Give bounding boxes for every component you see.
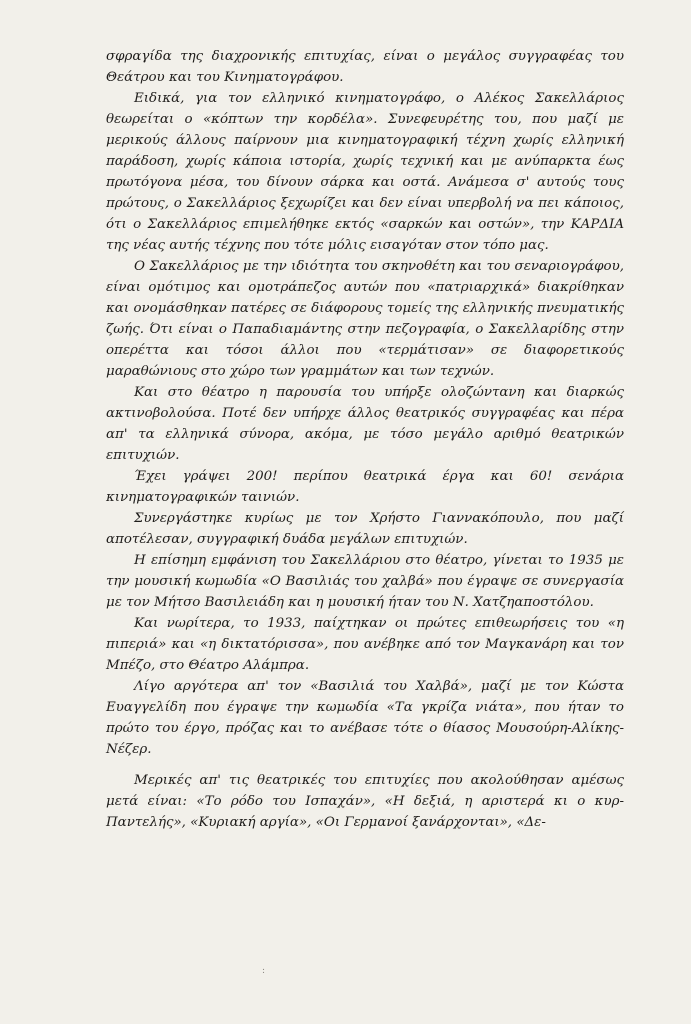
paragraph-revues: Και νωρίτερα, το 1933, παίχτηκαν οι πρώτες επιθεωρήσεις του «η πιπεριά» και «η δικτατόρισσα», που ανέβηκε από τον Μαγκανάρη και τον Μπέζο, στο Θέατρο Αλάμπρα.: [106, 616, 624, 673]
paragraph-successes: Μερικές απ' τις θεατρικές του επιτυχίες που ακολούθησαν αμέσως μετά είναι: «Το ρόδο του Ισπαχάν», «Η δεξιά, η αριστερά κι ο κυρ-Παντελής», «Κυριακή αργία», «Οι Γερμανοί ξανάρχονται», «Δε-: [106, 773, 624, 830]
body-text: [106, 46, 624, 833]
paragraph-director: Ο Σακελλάριος με την ιδιότητα του σκηνοθέτη και του σεναριογράφου, είναι ομότιμος και ομοτράπεζος αυτών που «πατριαρχικά» διακρίθηκαν και ονομάσθηκαν πατέρες σε διάφορους τομείς της ελληνικής πνευματικής ζωής. Ότι είναι ο Παπαδιαμάντης στην πεζογραφία, ο Σακελλαρίδης στην οπερέττα και τόσοι άλλοι που «τερμάτισαν» σε διαφορετικούς μαραθώνιους στο χώρο των γραμμάτων και των τεχνών.: [106, 259, 624, 379]
paragraph-cinema: Ειδικά, για τον ελληνικό κινηματογράφο, ο Αλέκος Σακελλάριος θεωρείται ο «κόπτων την κορδέλα». Συνεφευρέτης του, που μαζί με μερικούς άλλους παίρνουν μια κινηματογραφική τέχνη χωρίς ελληνική παράδοση, χωρίς κάποια ιστορία, χωρίς τεχνική και με ανύπαρκτα έως πρωτόγονα μέσα, του δίνουν σάρκα και οστά. Ανάμεσα σ' αυτούς τους πρώτους, ο Σακελλάριος ξεχωρίζει και δεν είναι υπερβολή να πει κάποιος, ότι ο Σακελλάριος επιμελήθηκε εκτός «σαρκών και οστών», την ΚΑΡΔΙΑ της νέας αυτής τέχνης που τότε μόλις εισαγόταν στον τόπο μας.: [106, 91, 624, 253]
paragraph-evangelidis: Λίγο αργότερα απ' τον «Βασιλιά του Χαλβά», μαζί με τον Κώστα Ευαγγελίδη που έγραψε την κωμωδία «Τα γκρίζα νιάτα», που ήταν το πρώτο του έργο, πρόζας και το ανέβασε τότε ο θίασος Μουσούρη-Αλίκης-Νέζερ.: [106, 679, 624, 757]
paragraph-debut: Η επίσημη εμφάνιση του Σακελλάριου στο θέατρο, γίνεται το 1935 με την μουσική κωμωδία «Ο Βασιλιάς του χαλβά» που έγραψε σε συνεργασία με τον Μήτσο Βασιλειάδη και η μουσική ήταν του Ν. Χατζηαποστόλου.: [106, 553, 624, 610]
paragraph-continuation: σφραγίδα της διαχρονικής επιτυχίας, είναι ο μεγάλος συγγραφέας του Θεάτρου και του Κινηματογράφου.: [106, 49, 624, 85]
paragraph-theatre: Και στο θέατρο η παρουσία του υπήρξε ολοζώντανη και διαρκώς ακτινοβολούσα. Ποτέ δεν υπήρχε άλλος θεατρικός συγγραφέας και πέρα απ' τα ελληνικά σύνορα, ακόμα, με τόσο μεγάλο αριθμό θεατρικών επιτυχιών.: [106, 385, 624, 463]
paragraph-works-count: Έχει γράψει 200! περίπου θεατρικά έργα και 60! σενάρια κινηματογραφικών ταινιών.: [106, 469, 624, 505]
paragraph-collaboration: Συνεργάστηκε κυρίως με τον Χρήστο Γιαννακόπουλο, που μαζί αποτέλεσαν, συγγραφική δυάδα μεγάλων επιτυχιών.: [106, 511, 624, 547]
footer-mark: :: [262, 966, 266, 976]
